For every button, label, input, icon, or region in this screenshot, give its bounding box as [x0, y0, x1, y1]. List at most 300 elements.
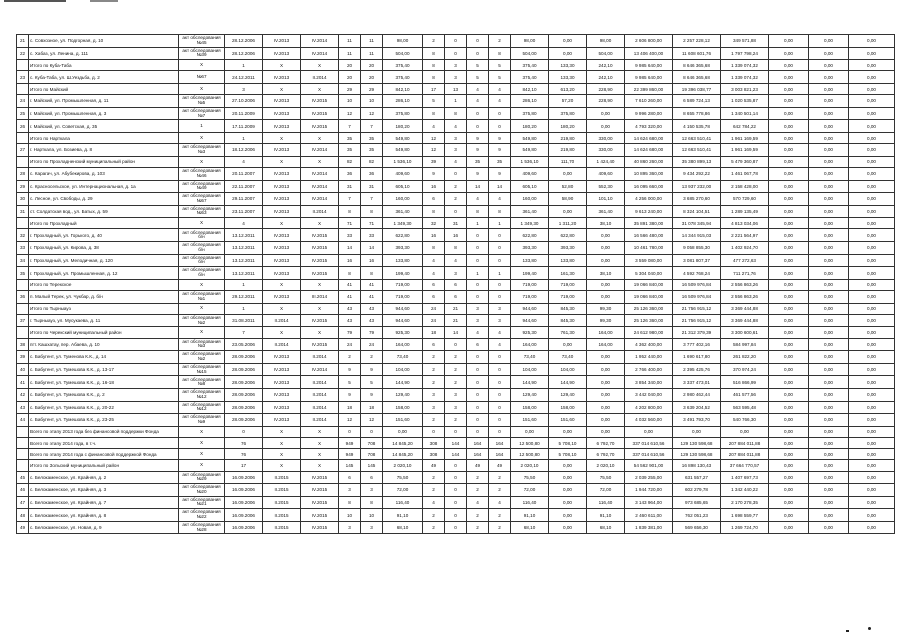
cell-residents-all: 8: [339, 267, 361, 280]
cell-area: 375,40: [383, 60, 423, 71]
cell-cost-total: 25 126 360,00: [625, 303, 673, 314]
cell-c10: 0: [445, 484, 467, 497]
cell-cost-fund: 16 898 130,43: [673, 460, 721, 471]
cell-address: Итого по Зольский муниципальный район: [29, 460, 179, 471]
cell-no: 41: [17, 376, 29, 389]
cell-residents-all: 71: [339, 218, 361, 229]
cell-c9: 8: [423, 205, 445, 218]
cell-date: 28.09.2006: [225, 351, 263, 364]
cell-area-total: 75,50: [511, 471, 549, 484]
cell-c9: 32: [423, 218, 445, 229]
cell-area: 133,80: [383, 254, 423, 267]
cell-c12: 49: [489, 460, 511, 471]
table-row: [17, 229, 895, 242]
cell-plan-start: IV.2013: [263, 363, 301, 376]
cell-cost-subject: 2 158 428,00: [721, 180, 769, 193]
cell-area-other: 91,10: [587, 509, 625, 522]
cell-cost-fund: 8 646 365,68: [673, 71, 721, 84]
cell-no: 22: [17, 47, 29, 60]
cell-area-other: 228,90: [587, 95, 625, 108]
cell-area-other: 6 792,70: [587, 449, 625, 460]
cell-area-other: 2 020,10: [587, 460, 625, 471]
cell-plan-start: IV.2013: [263, 242, 301, 255]
cell-cost-fund: 35 380 899,13: [673, 156, 721, 167]
cell-date: 1: [225, 132, 263, 143]
cell-area-own: 0,00: [549, 167, 587, 180]
cell-no: 25: [17, 107, 29, 120]
cell-no: 27: [17, 144, 29, 157]
cell-cost-fund: 8 655 778,86: [673, 107, 721, 120]
cell-c12: 0: [489, 242, 511, 255]
table-row: [17, 167, 895, 180]
subtotal-row: [17, 327, 895, 338]
cell-c11: 2: [467, 509, 489, 522]
table-row: [17, 47, 895, 60]
cell-cost-fund: 1 690 617,80: [673, 351, 721, 364]
cell-residents-all: 949: [339, 449, 361, 460]
cell-area: 1 536,10: [383, 156, 423, 167]
cell-address: г. Прохладный, ул. Горького, д. 40: [29, 229, 179, 242]
scan-mark: [846, 630, 849, 632]
cell-date: 16.09.2006: [225, 484, 263, 497]
cell-residents-resettle: 145: [361, 460, 383, 471]
cell-residents-all: 9: [339, 363, 361, 376]
cell-residents-resettle: 3: [361, 521, 383, 534]
cell-cost-total: 3 854 340,00: [625, 376, 673, 389]
cell-address: с. Белокаменское, ул. Крайняя, д. 2: [29, 471, 179, 484]
cell-c12: 0: [489, 363, 511, 376]
cell-plan-start: IV.2013: [263, 229, 301, 242]
cell-plan-start: II.2015: [263, 509, 301, 522]
cell-c20: 0,00: [809, 426, 849, 437]
cell-doc: акт обследования б/н: [179, 229, 225, 242]
cell-c19: 0,00: [769, 229, 809, 242]
cell-c19: 0,00: [769, 303, 809, 314]
cell-doc: акт обследования №9: [179, 414, 225, 427]
cell-c19: 0,00: [769, 167, 809, 180]
cell-c9: 2: [423, 521, 445, 534]
cell-c12: 8: [489, 47, 511, 60]
cell-doc: акт обследования №1: [179, 291, 225, 304]
cell-c9: 0: [423, 426, 445, 437]
cell-residents-all: 11: [339, 35, 361, 48]
cell-cost-subject: 540 766,30: [721, 414, 769, 427]
cell-date: 4: [225, 218, 263, 229]
cell-area-total: 129,40: [511, 388, 549, 401]
cell-date: 28.09.2006: [225, 363, 263, 376]
table-row: [17, 351, 895, 364]
cell-c19: 0,00: [769, 95, 809, 108]
cell-doc: акт обследования №49: [179, 180, 225, 193]
cell-area-total: 72,00: [511, 484, 549, 497]
cell-c9: 18: [423, 327, 445, 338]
cell-cost-subject: 1 402 924,70: [721, 242, 769, 255]
cell-c21: 0,00: [849, 47, 895, 60]
cell-residents-all: 6: [339, 471, 361, 484]
cell-date: 20.11.2007: [225, 167, 263, 180]
cell-c12: 5: [489, 71, 511, 84]
cell-c12: 0: [489, 351, 511, 364]
cell-cost-total: 40 860 260,00: [625, 156, 673, 167]
cell-no: [17, 132, 29, 143]
cell-c20: 0,00: [809, 338, 849, 351]
cell-plan-start: X: [263, 279, 301, 290]
cell-cost-subject: 3 003 821,23: [721, 83, 769, 94]
cell-plan-end: II.2014: [301, 388, 339, 401]
cell-date: 28.09.2006: [225, 388, 263, 401]
cell-area-other: 0,00: [587, 254, 625, 267]
table-row: [17, 254, 895, 267]
cell-c11: 3: [467, 303, 489, 314]
cell-doc: акт обследования №20: [179, 484, 225, 497]
table-row: [17, 242, 895, 255]
cell-area: 68,10: [383, 521, 423, 534]
cell-doc: X: [179, 303, 225, 314]
cell-cost-subject: 1 289 135,49: [721, 205, 769, 218]
cell-cost-subject: 207 884 011,88: [721, 449, 769, 460]
cell-c19: 0,00: [769, 471, 809, 484]
cell-c19: 0,00: [769, 388, 809, 401]
cell-date: 76: [225, 449, 263, 460]
cell-c19: 0,00: [769, 120, 809, 133]
cell-cost-total: 337 014 610,56: [625, 449, 673, 460]
table-row: [17, 120, 895, 133]
cell-area-other: 99,30: [587, 314, 625, 327]
cell-c19: 0,00: [769, 291, 809, 304]
cell-cost-subject: 1 342 440,22: [721, 484, 769, 497]
cell-c20: 0,00: [809, 509, 849, 522]
cell-plan-start: IV.2013: [263, 35, 301, 48]
cell-cost-fund: 9 434 292,22: [673, 167, 721, 180]
cell-residents-all: 0: [339, 426, 361, 437]
cell-area-total: 0,00: [511, 426, 549, 437]
table-row: [17, 496, 895, 509]
cell-c10: 3: [445, 388, 467, 401]
cell-no: 36: [17, 291, 29, 304]
cell-area-own: 52,80: [549, 180, 587, 193]
cell-c21: 0,00: [849, 279, 895, 290]
cell-address: с. Карагач, ул. Абубекирова, д. 103: [29, 167, 179, 180]
cell-cost-total: 9 985 640,00: [625, 71, 673, 84]
cell-plan-end: X: [301, 437, 339, 448]
cell-cost-subject: 349 571,88: [721, 35, 769, 48]
cell-cost-subject: 37 664 770,57: [721, 460, 769, 471]
cell-c20: 0,00: [809, 521, 849, 534]
cell-cost-total: 3 143 964,00: [625, 496, 673, 509]
cell-c21: 0,00: [849, 83, 895, 94]
cell-c10: 144: [445, 437, 467, 448]
cell-c11: 0: [467, 426, 489, 437]
cell-area-other: 116,40: [587, 496, 625, 509]
cell-c11: 2: [467, 471, 489, 484]
cell-c9: 12: [423, 132, 445, 143]
cell-cost-subject: 1 461 067,78: [721, 167, 769, 180]
cell-doc: акт обследования б/н: [179, 267, 225, 280]
cell-residents-all: 41: [339, 291, 361, 304]
cell-cost-fund: 0,00: [673, 426, 721, 437]
cell-residents-resettle: 43: [361, 303, 383, 314]
cell-plan-start: IV.2013: [263, 351, 301, 364]
cell-c9: 8: [423, 71, 445, 84]
table-row: [17, 205, 895, 218]
cell-c12: 2: [489, 484, 511, 497]
cell-area: 944,60: [383, 303, 423, 314]
cell-address: ст. Солдатская вод., ул. Батых, д. 59: [29, 205, 179, 218]
cell-no: 35: [17, 267, 29, 280]
cell-address: Итого по Тырныауз: [29, 303, 179, 314]
cell-residents-resettle: 18: [361, 401, 383, 414]
cell-date: 4: [225, 156, 263, 167]
cell-c10: 144: [445, 449, 467, 460]
subtotal-row: [17, 279, 895, 290]
cell-area: 129,40: [383, 388, 423, 401]
cell-plan-end: X: [301, 156, 339, 167]
cell-c19: 0,00: [769, 449, 809, 460]
cell-c10: 2: [445, 351, 467, 364]
cell-area-own: 375,80: [549, 107, 587, 120]
cell-c19: 0,00: [769, 242, 809, 255]
cell-residents-all: 79: [339, 327, 361, 338]
cell-area-other: 361,40: [587, 205, 625, 218]
cell-cost-total: 54 562 901,00: [625, 460, 673, 471]
cell-c12: 2: [489, 35, 511, 48]
cell-cost-fund: 3 777 402,16: [673, 338, 721, 351]
cell-c12: 0: [489, 254, 511, 267]
cell-plan-start: IV.2013: [263, 414, 301, 427]
cell-area: 0,00: [383, 426, 423, 437]
cell-address: с. Бабугент, ул. Тумешова К.К., д. 13-17: [29, 363, 179, 376]
cell-c12: 0: [489, 229, 511, 242]
cell-plan-end: IV.2015: [301, 254, 339, 267]
cell-plan-end: IV.2014: [301, 180, 339, 193]
cell-residents-resettle: 20: [361, 71, 383, 84]
cell-plan-start: X: [263, 327, 301, 338]
cell-plan-end: IV.2015: [301, 484, 339, 497]
cell-no: 31: [17, 205, 29, 218]
cell-c20: 0,00: [809, 314, 849, 327]
cell-area-total: 549,80: [511, 144, 549, 157]
cell-area-total: 12 500,80: [511, 437, 549, 448]
cell-c9: 4: [423, 267, 445, 280]
cell-area: 75,50: [383, 471, 423, 484]
cell-c11: 0: [467, 107, 489, 120]
cell-doc: акт обследования б/н: [179, 242, 225, 255]
cell-residents-resettle: 7: [361, 193, 383, 206]
cell-doc: акт обследования №12: [179, 401, 225, 414]
cell-date: 13.12.2011: [225, 242, 263, 255]
cell-cost-subject: 516 866,99: [721, 376, 769, 389]
cell-area-own: 0,00: [549, 509, 587, 522]
cell-c10: 3: [445, 132, 467, 143]
cell-c21: 0,00: [849, 180, 895, 193]
cell-address: с. Бабугент, ул. Тумешова К.К., д. 16-18: [29, 376, 179, 389]
cell-residents-resettle: 7: [361, 120, 383, 133]
cell-area: 116,40: [383, 496, 423, 509]
cell-c20: 0,00: [809, 218, 849, 229]
cell-residents-all: 11: [339, 47, 361, 60]
cell-c21: 0,00: [849, 414, 895, 427]
cell-doc: X: [179, 437, 225, 448]
table-row: [17, 267, 895, 280]
cell-cost-total: 3 559 080,00: [625, 254, 673, 267]
cell-area-own: 845,30: [549, 303, 587, 314]
cell-c11: 0: [467, 279, 489, 290]
cell-doc: 1: [179, 120, 225, 133]
cell-cost-subject: 477 272,63: [721, 254, 769, 267]
cell-c10: 3: [445, 144, 467, 157]
table-row: [17, 71, 895, 84]
cell-c9: 8: [423, 47, 445, 60]
subtotal-row: [17, 218, 895, 229]
cell-address: г. Майский, ул. Промышленная, д. 3: [29, 107, 179, 120]
table-row: [17, 314, 895, 327]
cell-c21: 0,00: [849, 35, 895, 48]
cell-residents-resettle: 16: [361, 254, 383, 267]
cell-date: 20.11.2009: [225, 107, 263, 120]
cell-c20: 0,00: [809, 95, 849, 108]
cell-date: 28.09.2006: [225, 376, 263, 389]
resettlement-table: [16, 34, 895, 534]
cell-no: [17, 60, 29, 71]
cell-residents-resettle: 8: [361, 496, 383, 509]
cell-plan-end: IV.2015: [301, 95, 339, 108]
cell-cost-subject: 1 797 798,24: [721, 47, 769, 60]
cell-c9: 4: [423, 496, 445, 509]
cell-c9: 17: [423, 83, 445, 94]
cell-address: с. Красносельское, ул. Интернациональная, д. 1а: [29, 180, 179, 193]
cell-c21: 0,00: [849, 449, 895, 460]
cell-address: Итого по Прохладненский муниципальный район: [29, 156, 179, 167]
cell-plan-start: II.2015: [263, 521, 301, 534]
cell-no: 49: [17, 521, 29, 534]
cell-cost-fund: 129 130 598,68: [673, 437, 721, 448]
cell-c21: 0,00: [849, 437, 895, 448]
cell-c19: 0,00: [769, 279, 809, 290]
cell-residents-resettle: 14: [361, 242, 383, 255]
cell-c20: 0,00: [809, 71, 849, 84]
cell-c19: 0,00: [769, 363, 809, 376]
cell-area-total: 116,40: [511, 496, 549, 509]
cell-cost-total: 9 985 640,00: [625, 60, 673, 71]
cell-cost-fund: 602 279,78: [673, 484, 721, 497]
cell-c19: 0,00: [769, 83, 809, 94]
cell-no: 37: [17, 314, 29, 327]
cell-cost-total: 4 256 000,00: [625, 193, 673, 206]
cell-c10: 21: [445, 314, 467, 327]
cell-c19: 0,00: [769, 376, 809, 389]
cell-area-other: 242,10: [587, 60, 625, 71]
cell-area-other: 0,00: [587, 279, 625, 290]
cell-doc: акт обследования №29: [179, 471, 225, 484]
cell-c20: 0,00: [809, 376, 849, 389]
cell-c19: 0,00: [769, 351, 809, 364]
subtotal-row: [17, 83, 895, 94]
cell-plan-end: X: [301, 132, 339, 143]
cell-address: с. Куба-Таба, ул. Ш.Уездьба, д. 2: [29, 71, 179, 84]
cell-c20: 0,00: [809, 449, 849, 460]
cell-address: г. Тырныауз, ул. Мусукаева, д. 11: [29, 314, 179, 327]
cell-c19: 0,00: [769, 180, 809, 193]
cell-address: Всего по этапу 2013 года без финансовой поддержки Фонда: [29, 426, 179, 437]
table-row: [17, 376, 895, 389]
cell-residents-all: 33: [339, 229, 361, 242]
cell-cost-total: 2 606 800,00: [625, 35, 673, 48]
cell-doc: акт обследования №28: [179, 521, 225, 534]
cell-date: 28.12.2006: [225, 35, 263, 48]
cell-c21: 0,00: [849, 303, 895, 314]
cell-c11: 0: [467, 120, 489, 133]
cell-c21: 0,00: [849, 267, 895, 280]
cell-cost-fund: 21 756 915,12: [673, 303, 721, 314]
cell-c19: 0,00: [769, 509, 809, 522]
cell-c10: 0: [445, 167, 467, 180]
cell-address: с. Лесное, ул. Свободы, д. 29: [29, 193, 179, 206]
cell-area: 158,00: [383, 401, 423, 414]
cell-c9: 2: [423, 376, 445, 389]
cell-cost-total: 24 612 980,00: [625, 327, 673, 338]
cell-residents-resettle: 79: [361, 327, 383, 338]
cell-area: 1 349,30: [383, 218, 423, 229]
cell-c9: 2: [423, 414, 445, 427]
cell-address: г. Прохладный, ул. Кирова, д. 38: [29, 242, 179, 255]
cell-address: с. Хабаз, ул. Ленина, д. 111: [29, 47, 179, 60]
cell-doc: X: [179, 449, 225, 460]
cell-residents-all: 82: [339, 156, 361, 167]
cell-area-total: 375,80: [511, 107, 549, 120]
cell-cost-subject: 1 698 559,77: [721, 509, 769, 522]
cell-cost-total: 10 461 780,00: [625, 242, 673, 255]
cell-cost-total: 4 362 400,00: [625, 338, 673, 351]
cell-cost-subject: 207 884 011,88: [721, 437, 769, 448]
cell-address: с. Белокаменское, ул. Новая, д. 9: [29, 521, 179, 534]
cell-area: 104,00: [383, 363, 423, 376]
cell-date: 16.09.2006: [225, 521, 263, 534]
cell-address: с. Совхозное, ул. Подгорная, д. 10: [29, 35, 179, 48]
cell-cost-subject: 3 300 600,61: [721, 327, 769, 338]
cell-cost-fund: 4 150 535,78: [673, 120, 721, 133]
cell-c10: 3: [445, 60, 467, 71]
cell-cost-fund: 3 081 807,37: [673, 254, 721, 267]
cell-plan-start: IV.2013: [263, 205, 301, 218]
cell-c9: 2: [423, 509, 445, 522]
cell-residents-all: 41: [339, 279, 361, 290]
cell-cost-fund: 3 685 270,60: [673, 193, 721, 206]
cell-c9: 24: [423, 314, 445, 327]
cell-cost-total: 3 442 040,00: [625, 388, 673, 401]
cell-c19: 0,00: [769, 460, 809, 471]
cell-c19: 0,00: [769, 267, 809, 280]
cell-no: 29: [17, 180, 29, 193]
cell-c9: 6: [423, 338, 445, 351]
cell-address: г. Майский, ул. Промышленная, д. 11: [29, 95, 179, 108]
cell-doc: акт обследования №15: [179, 363, 225, 376]
cell-cost-subject: 0,00: [721, 426, 769, 437]
cell-plan-end: X: [301, 449, 339, 460]
cell-residents-all: 29: [339, 83, 361, 94]
cell-area: 842,10: [383, 83, 423, 94]
cell-c11: 8: [467, 205, 489, 218]
cell-area-own: 393,30: [549, 242, 587, 255]
cell-area-other: 164,00: [587, 327, 625, 338]
cell-cost-total: 4 793 320,00: [625, 120, 673, 133]
cell-cost-total: 2 039 255,00: [625, 471, 673, 484]
cell-date: 16.09.2006: [225, 509, 263, 522]
cell-area-other: 242,10: [587, 71, 625, 84]
cell-c12: 0: [489, 291, 511, 304]
cell-no: 34: [17, 254, 29, 267]
cell-residents-resettle: 8: [361, 205, 383, 218]
cell-residents-all: 10: [339, 509, 361, 522]
